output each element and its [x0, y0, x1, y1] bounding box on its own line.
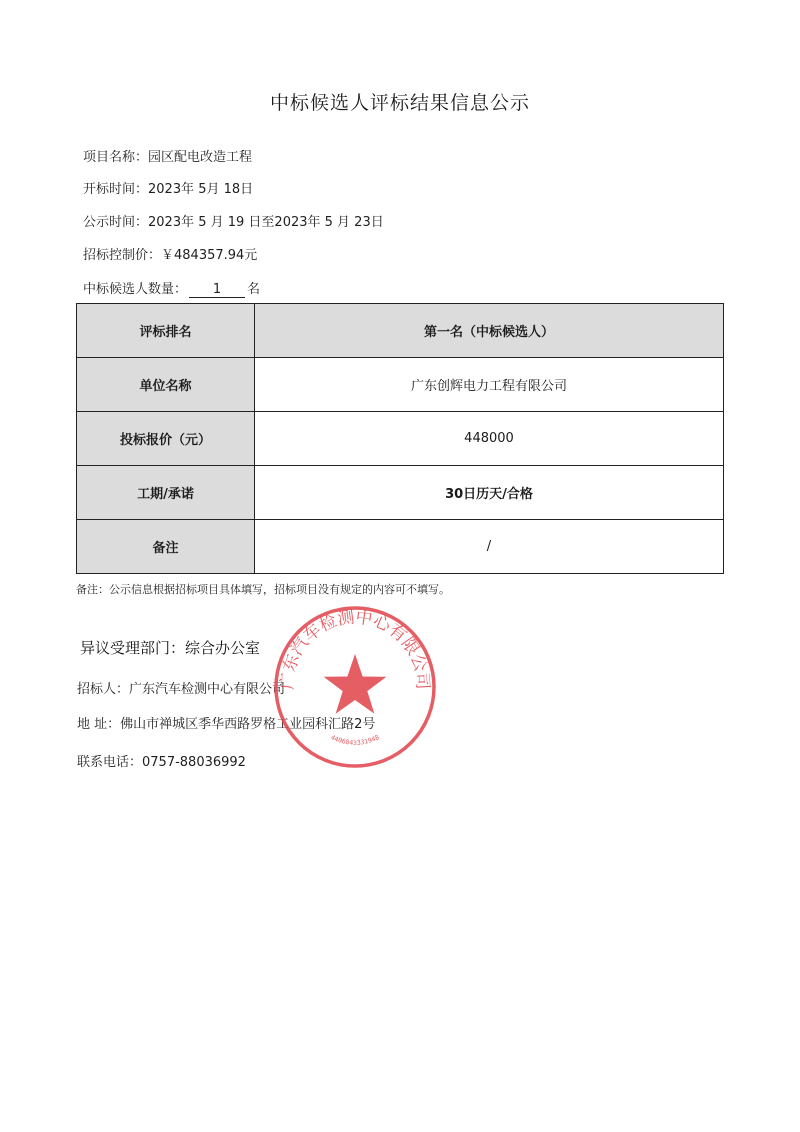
table-row	[77, 466, 724, 520]
row-label: 工期/承诺	[77, 466, 255, 520]
candidate-count-value: 1	[189, 282, 245, 298]
open-time: 开标时间：2023年 5月 18日	[83, 182, 254, 197]
row-value: 广东创辉电力工程有限公司	[255, 358, 724, 412]
project-name: 项目名称：园区配电改造工程	[83, 150, 253, 165]
row-value: /	[255, 520, 724, 574]
table-row	[77, 304, 724, 358]
svg-text:4406043331948: 4406043331948	[329, 733, 381, 747]
star-icon	[324, 654, 387, 714]
row-value: 30日历天/合格	[255, 466, 724, 520]
candidate-count-suffix: 名	[247, 282, 261, 297]
contact-phone: 联系电话：0757-88036992	[77, 755, 246, 770]
table-note: 备注：公示信息根据招标项目具体填写，招标项目没有规定的内容可不填写。	[76, 583, 450, 596]
page-title: 中标候选人评标结果信息公示	[269, 92, 530, 114]
result-table	[76, 303, 724, 574]
company-seal	[272, 604, 438, 770]
candidate-count-line	[83, 278, 260, 298]
table-row	[77, 520, 724, 574]
row-label: 单位名称	[77, 358, 255, 412]
publicity-time: 公示时间：2023年 5 月 19 日至2023年 5 月 23日	[83, 215, 384, 230]
row-label: 投标报价（元）	[77, 412, 255, 466]
control-price: 招标控制价：￥484357.94元	[83, 248, 258, 263]
row-value: 448000	[255, 412, 724, 466]
dispute-department: 异议受理部门：综合办公室	[80, 639, 261, 657]
row-value: 第一名（中标候选人）	[255, 304, 724, 358]
tenderer: 招标人：广东汽车检测中心有限公司	[77, 682, 286, 697]
row-label: 备注	[77, 520, 255, 574]
candidate-count-prefix: 中标候选人数量：	[83, 282, 188, 297]
row-label: 评标排名	[77, 304, 255, 358]
address: 地 址：佛山市禅城区季华西路罗格工业园科汇路2号	[77, 717, 376, 732]
table-row	[77, 412, 724, 466]
seal-text: 广东汽车检测中心有限公司	[277, 607, 433, 691]
table-row	[77, 358, 724, 412]
